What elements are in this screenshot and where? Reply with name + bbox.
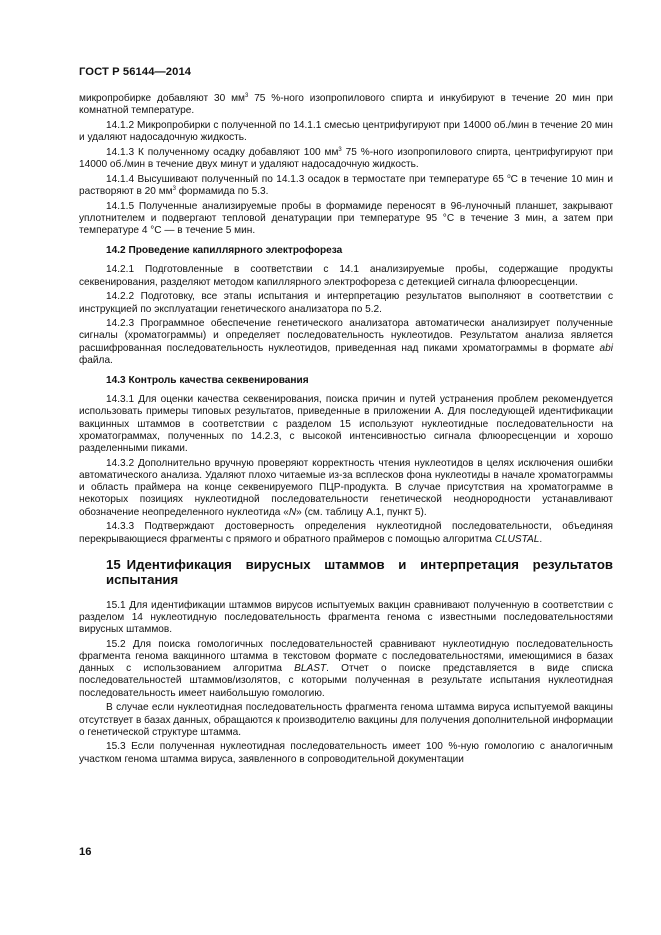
document-header: ГОСТ Р 56144—2014 (79, 66, 192, 78)
paragraph-intro: микропробирке добавляют 30 $мм^3$ 75 %-ного изопропилового спирта и инкубируют в течение 20 мин при комнатной температуре. (79, 93, 614, 117)
paragraph-14-2-3: 14.2.3 Программное обеспечение генетического анализатора автоматически анализирует полученные сигналы (хроматограммы) и определяет последовательность нуклеотидов. Результатом анализа является расшифрованная последовательность нуклеотидов, приведенная над пиками хроматограммы в формате abi файла. (79, 318, 613, 366)
paragraph-14-3-3: 14.3.3 Подтверждают достоверность определения нуклеотидной последовательности, объединяя перекрывающиеся фрагменты с прямого и обратного праймеров с помощью алгоритма CLUSTAL. (79, 521, 613, 545)
paragraph-14-1-5: 14.1.5 Полученные анализируемые пробы в формамиде переносят в 96-луночный планшет, закрывают уплотнителем и подвергают тепловой денатурации при температуре 95 °С в течение 3 мин, а затем при температуре 4 °С — в течение 5 мин. (79, 200, 613, 237)
section-heading-15: 15 Идентификация вирусных штаммов и интерпретация результатов испытания (106, 556, 613, 588)
paragraph-15-1: 15.1 Для идентификации штаммов вирусов испытуемых вакцин сравнивают полученную в соответствии с разделом 14 нуклеотидную последовательность фрагмента генома с известными последовательностями вирусных штаммов. (79, 599, 613, 636)
paragraph-14-3-2: 14.3.2 Дополнительно вручную проверяют корректность чтения нуклеотидов в целях исключения ошибки автоматического анализа. Удаляют плохо читаемые из-за всплесков фона нуклеотиды в начале хроматограммы и область праймера на конце секвенируемого ПЦР-продукта. В случае присутствия на хроматограмме в некоторых позициях нуклеотидной последовательности генетической неоднородности устанавливают обозначение неопределенного нуклеотида «N» (см. таблицу А.1, пункт 5). (79, 457, 613, 518)
paragraph-15-2-continued: В случае если нуклеотидная последовательность фрагмента генома штамма вируса испытуемой вакцины отсутствует в базах данных, обращаются к производителю вакцины для получения дополнительной информации о генетической структуре штамма. (79, 702, 613, 738)
paragraph-14-1-2: 14.1.2 Микропробирки с полученной по 14.1.1 смесью центрифугируют при 14000 об./мин в течение 20 мин и удаляют надосадочную жидкость. (79, 119, 613, 144)
paragraph-15-2: 15.2 Для поиска гомологичных последовательностей сравнивают нуклеотидную последовательность фрагмента генома вакцинного штамма в текстовом формате с последовательностями, имеющимися в базах данных с использованием алгоритма BLAST. Отчет о поиске представляется в виде списка последовательностей штаммов/изолятов, с которыми полученная в результате испытания нуклеотидная последовательность имеет наибольшую гомологию. (79, 638, 613, 699)
paragraph-15-3: 15.3 Если полученная нуклеотидная последовательность имеет 100 %-ную гомологию с аналогичным участком генома штамма вируса, заявленного в сопроводительной документации (79, 741, 613, 765)
section-heading-14-3: 14.3 Контроль качества секвенирования (106, 375, 309, 387)
paragraph-14-1-3: 14.1.3 К полученному осадку добавляют 100 $мм^3$ 75 %-ного изопропилового спирта, центрифугируют при 14000 об./мин в течение двух минут и удаляют надосадочную жидкость. (79, 146, 613, 171)
paragraph-14-2-2: 14.2.2 Подготовку, все этапы испытания и интерпретацию результатов выполняют в соответствии с инструкцией по эксплуатации генетического анализатора по 5.2. (79, 291, 613, 315)
page-number: 16 (79, 846, 92, 858)
paragraph-14-1-4: 14.1.4 Высушивают полученный по 14.1.3 осадок в термостате при температуре 65 $^o$С в течение 10 мин и растворяют в 20 $мм^3$ формамида по 5.3. (79, 173, 613, 197)
document-body (79, 93, 613, 768)
section-heading-14-2: 14.2 Проведение капиллярного электрофореза (106, 245, 343, 257)
paragraph-14-3-1: 14.3.1 Для оценки качества секвенирования, поиска причин и путей устранения проблем рекомендуется использовать примеры типовых результатов, приведенные в приложении А. Для последующей идентификации вакцинных штаммов в соответствии с разделом 15 используют нуклеотидные последовательности на хроматограммах, полученных по 14.2.3, с высокой интенсивностью сигнала флюоресценции и хорошо разделенными пиками. (79, 394, 613, 455)
paragraph-14-2-1: 14.2.1 Подготовленные в соответствии с 14.1 анализируемые пробы, содержащие продукты секвенирования, разделяют методом капиллярного электрофореза с детекцией сигнала флюоресценции. (79, 264, 613, 288)
